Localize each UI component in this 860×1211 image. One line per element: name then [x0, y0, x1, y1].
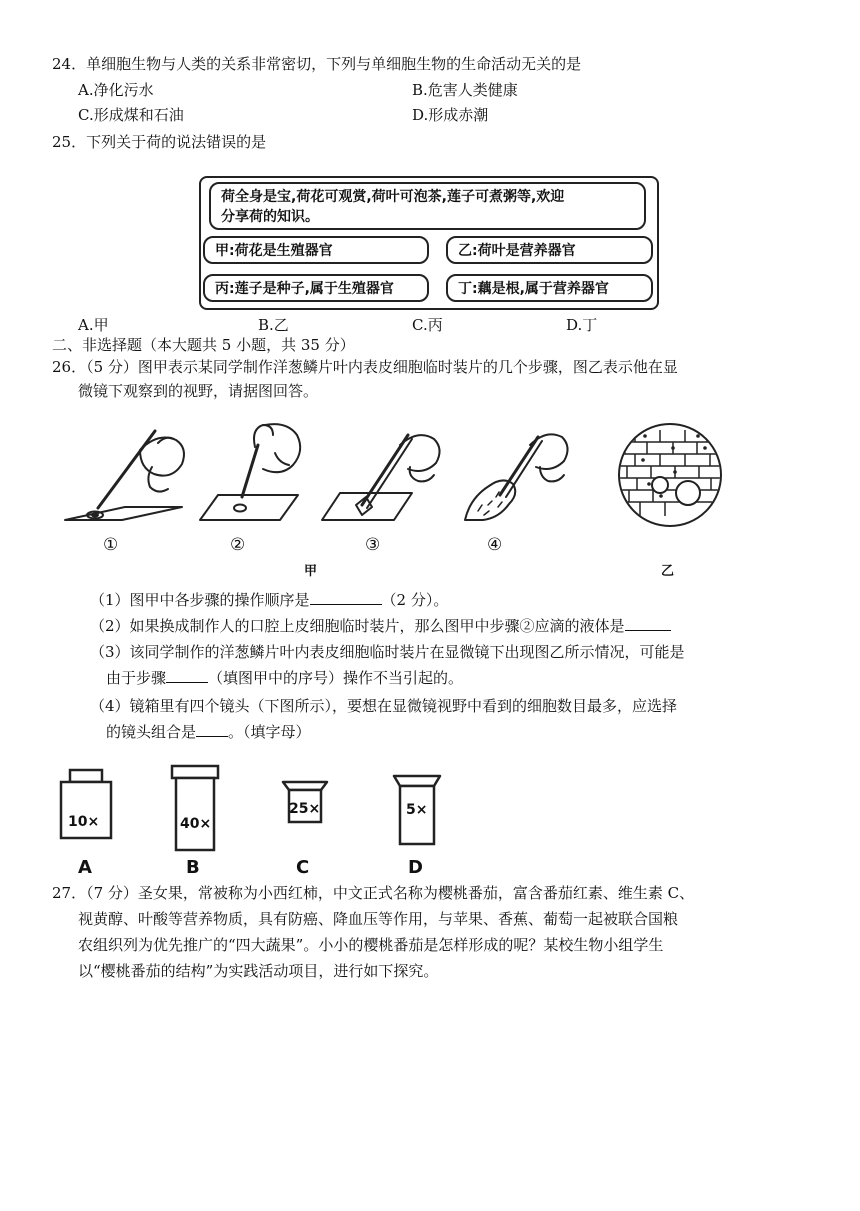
q26-sub2	[90, 616, 671, 636]
step-label-2: ②	[230, 535, 246, 555]
q26-sub1-answer-blank[interactable]	[310, 590, 382, 605]
lens-a-mag: 10×	[68, 814, 100, 830]
q26-figure-yi-microscope-view	[615, 420, 725, 530]
lens-d-mag: 5×	[406, 802, 428, 818]
q26-sub2-text: （2）如果换成制作人的口腔上皮细胞临时装片，那么图甲中步骤②应滴的液体是	[90, 617, 625, 635]
q25-stem: 25．下列关于荷的说法错误的是	[52, 133, 267, 151]
lens-c-letter: C	[296, 857, 310, 878]
q26-sub4-text: 的镜头组合是	[106, 723, 197, 741]
q27-line1: 27．（7 分）圣女果，常被称为小西红柿，中文正式名称为樱桃番茄，富含番茄红素、维生素 C、	[52, 884, 695, 902]
section2-heading: 二、非选择题（本大题共 5 小题，共 35 分）	[52, 336, 355, 354]
lens-b-letter: B	[186, 857, 200, 878]
lens-a-letter: A	[78, 857, 92, 878]
q26-sub4-suffix: 。（填字母）	[228, 723, 311, 741]
figure-yi-label: 乙	[661, 564, 675, 579]
lens-d-letter: D	[408, 857, 423, 878]
step4-illustration	[465, 434, 568, 520]
q24-option-a: A.净化污水	[78, 81, 154, 99]
q26-figure-jia-steps	[60, 415, 660, 535]
step-label-4: ④	[487, 535, 503, 555]
q26-stem-line2: 微镜下观察到的视野，请据图回答。	[78, 382, 319, 400]
q25-statement-jia: 甲:荷花是生殖器官	[203, 236, 429, 264]
q26-sub4-line1: （4）镜箱里有四个镜头（下图所示），要想在显微镜视野中看到的细胞数目最多，应选择	[90, 697, 678, 715]
step3-illustration	[322, 435, 440, 520]
figure-jia-label: 甲	[304, 564, 318, 579]
q24-option-d: D.形成赤潮	[412, 106, 489, 124]
q26-sub1	[90, 590, 448, 610]
lens-c-mag: 25×	[289, 801, 321, 817]
step2-illustration	[200, 424, 300, 520]
q26-sub1-text: （1）图甲中各步骤的操作顺序是	[90, 591, 310, 609]
q27-line4: 以“樱桃番茄的结构”为实践活动项目，进行如下探究。	[78, 962, 439, 980]
q25-option-b: B.乙	[258, 316, 289, 334]
q27-line2: 视黄醇、叶酸等营养物质，具有防癌、降血压等作用，与苹果、香蕉、葡萄一起被联合国粮	[78, 910, 679, 928]
step-label-3: ③	[365, 535, 381, 555]
q26-sub3-suffix: （填图甲中的序号）操作不当引起的。	[208, 669, 464, 687]
step-label-1: ①	[103, 535, 119, 555]
q25-statement-bing: 丙:莲子是种子,属于生殖器官	[203, 274, 429, 302]
q25-option-a: A.甲	[78, 316, 109, 334]
q25-intro-box	[209, 182, 646, 230]
q26-sub3-line1: （3）该同学制作的洋葱鳞片叶内表皮细胞临时装片在显微镜下出现图乙所示情况，可能是	[90, 643, 685, 661]
q25-option-c: C.丙	[412, 316, 443, 334]
q25-intro-line2: 分享荷的知识。	[221, 209, 319, 225]
q26-sub4-answer-blank[interactable]	[196, 722, 228, 737]
lens-b-mag: 40×	[180, 816, 212, 832]
lens-b-eyepiece	[168, 764, 222, 852]
q25-statement-ding: 丁:藕是根,属于营养器官	[446, 274, 653, 302]
q25-intro-line1: 荷全身是宝,荷花可观赏,荷叶可泡茶,莲子可煮粥等,欢迎	[221, 189, 565, 205]
q26-sub3-answer-blank[interactable]	[166, 668, 208, 683]
q26-sub2-answer-blank[interactable]	[625, 616, 671, 631]
q26-sub3-text: 由于步骤	[106, 669, 167, 687]
q26-sub3-line2	[106, 668, 463, 688]
q25-statement-yi: 乙:荷叶是营养器官	[446, 236, 653, 264]
q26-sub4-line2	[106, 722, 311, 742]
q26-sub1-suffix: （2 分）。	[381, 591, 449, 609]
q26-stem-line1: 26．（5 分）图甲表示某同学制作洋葱鳞片叶内表皮细胞临时装片的几个步骤，图乙表示他在显	[52, 358, 678, 376]
q24-option-b: B.危害人类健康	[412, 81, 518, 99]
step1-illustration	[65, 431, 184, 520]
q25-option-d: D.丁	[566, 316, 598, 334]
q24-option-c: C.形成煤和石油	[78, 106, 184, 124]
q24-stem: 24．单细胞生物与人类的关系非常密切，下列与单细胞生物的生命活动无关的是	[52, 55, 582, 73]
q27-line3: 农组织列为优先推广的“四大蔬果”。小小的樱桃番茄是怎样形成的呢？某校生物小组学生	[78, 936, 664, 954]
